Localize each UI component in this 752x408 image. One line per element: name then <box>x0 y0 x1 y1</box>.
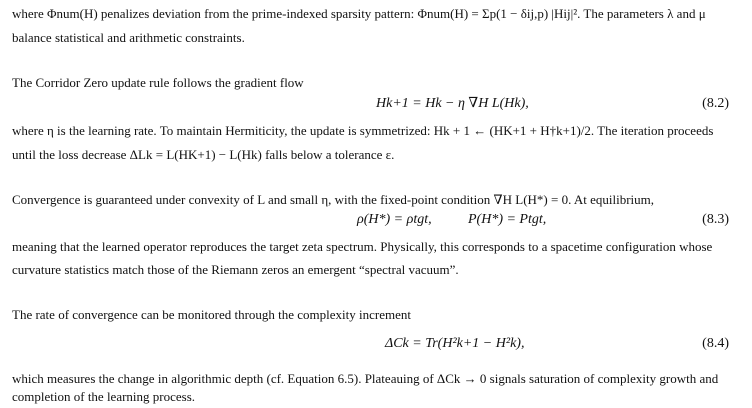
equation-number-8-4: (8.4) <box>702 336 729 351</box>
paragraph-2-intro: The Corridor Zero update rule follows the gradient flow <box>12 75 304 90</box>
paragraph-1-line-2: balance statistical and arithmetic constraints. <box>12 30 245 45</box>
paragraph-3-line-2: meaning that the learned operator reproduces the target zeta spectrum. Physically, this corresponds to a spacetime configuration whose <box>12 239 713 254</box>
equation-8-3-right: P(H*) = Ptgt, <box>468 212 547 227</box>
paragraph-4-line-2: completion of the learning process. <box>12 389 196 404</box>
equation-number-8-2: (8.2) <box>702 96 729 111</box>
paragraph-3-line-1: Convergence is guaranteed under convexity of L and small η, with the fixed-point condition ∇H L(H*) = 0. At equilibrium, <box>12 192 655 207</box>
equation-number-8-3: (8.3) <box>702 212 729 227</box>
equation-8-2: Hk+1 = Hk − η ∇H L(Hk), <box>376 96 529 111</box>
paragraph-3-line-3: curvature statistics match those of the Riemann zeros an emergent “spectral vacuum”. <box>12 262 459 277</box>
paragraph-2-line-2: until the loss decrease ΔLk = L(HK+1) − L(Hk) falls below a tolerance ε. <box>12 147 395 162</box>
paragraph-4-line-1: which measures the change in algorithmic depth (cf. Equation 6.5). Plateauing of ΔCk → 0 signals saturation of complexity growth and <box>12 371 719 386</box>
paragraph-1-line-1: where Φnum(H) penalizes deviation from the prime-indexed sparsity pattern: Φnum(H) = Σp(1 − δij,p) |Hij|². The parameters λ and μ <box>12 6 706 21</box>
paragraph-2-line-1: where η is the learning rate. To maintain Hermiticity, the update is symmetrized: Hk + 1 ← (HK+1 + H†k+1)/2. The iteration proceeds <box>12 123 714 138</box>
equation-8-3-left: ρ(H*) = ρtgt, <box>357 212 432 227</box>
equation-8-4: ΔCk = Tr(H²k+1 − H²k), <box>385 336 525 351</box>
paragraph-4-intro: The rate of convergence can be monitored through the complexity increment <box>12 307 411 322</box>
